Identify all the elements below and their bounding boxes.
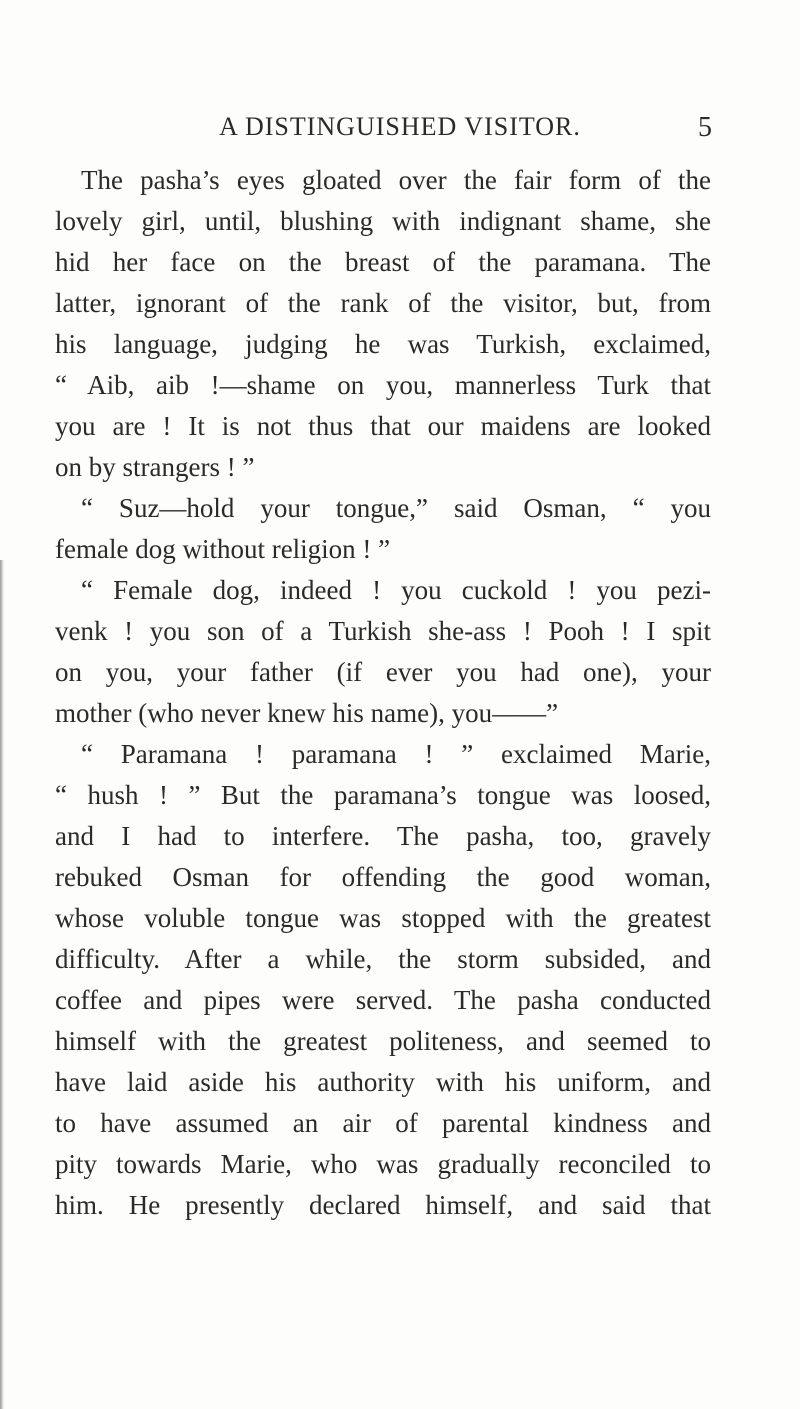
text-line: female dog without religion ! ”	[55, 534, 391, 564]
text-line: venk ! you son of a Turkish she-ass ! Pooh ! I spit	[55, 616, 711, 646]
text-line: “ Aib, aib !—shame on you, mannerless Turk that	[55, 370, 711, 400]
text-line: “ Paramana ! paramana ! ” exclaimed Marie,	[81, 739, 711, 769]
page-number: 5	[698, 112, 712, 143]
text-line: his language, judging he was Turkish, exclaimed,	[55, 329, 711, 359]
text-line: you are ! It is not thus that our maidens are looked	[55, 411, 711, 441]
text-line: latter, ignorant of the rank of the visitor, but, from	[55, 288, 711, 318]
running-head: A DISTINGUISHED VISITOR.	[219, 112, 581, 141]
text-line: pity towards Marie, who was gradually reconciled to	[55, 1149, 711, 1179]
text-line: “ hush ! ” But the paramana’s tongue was loosed,	[55, 780, 711, 810]
text-line: hid her face on the breast of the paramana. The	[55, 247, 711, 277]
text-line: himself with the greatest politeness, and seemed to	[55, 1026, 711, 1056]
text-line: have laid aside his authority with his uniform, and	[55, 1067, 711, 1097]
text-line: rebuked Osman for offending the good woman,	[55, 862, 711, 892]
text-line: difficulty. After a while, the storm subsided, and	[55, 944, 711, 974]
body-text	[55, 160, 711, 1226]
text-line: coffee and pipes were served. The pasha conducted	[55, 985, 711, 1015]
text-line: whose voluble tongue was stopped with the greatest	[55, 903, 711, 933]
page-header	[0, 112, 800, 152]
text-line: “ Suz—hold your tongue,” said Osman, “ you	[81, 493, 711, 523]
text-line: him. He presently declared himself, and said that	[55, 1190, 711, 1220]
text-line: lovely girl, until, blushing with indignant shame, she	[55, 206, 711, 236]
page-gutter-shadow	[0, 560, 4, 1409]
text-line: on by strangers ! ”	[55, 452, 255, 482]
text-line: on you, your father (if ever you had one), your	[55, 657, 711, 687]
text-line: “ Female dog, indeed ! you cuckold ! you pezi-	[81, 575, 711, 605]
text-line: The pasha’s eyes gloated over the fair form of the	[81, 165, 711, 195]
text-line: to have assumed an air of parental kindness and	[55, 1108, 711, 1138]
text-line: and I had to interfere. The pasha, too, gravely	[55, 821, 711, 851]
text-line: mother (who never knew his name), you——”	[55, 698, 559, 728]
